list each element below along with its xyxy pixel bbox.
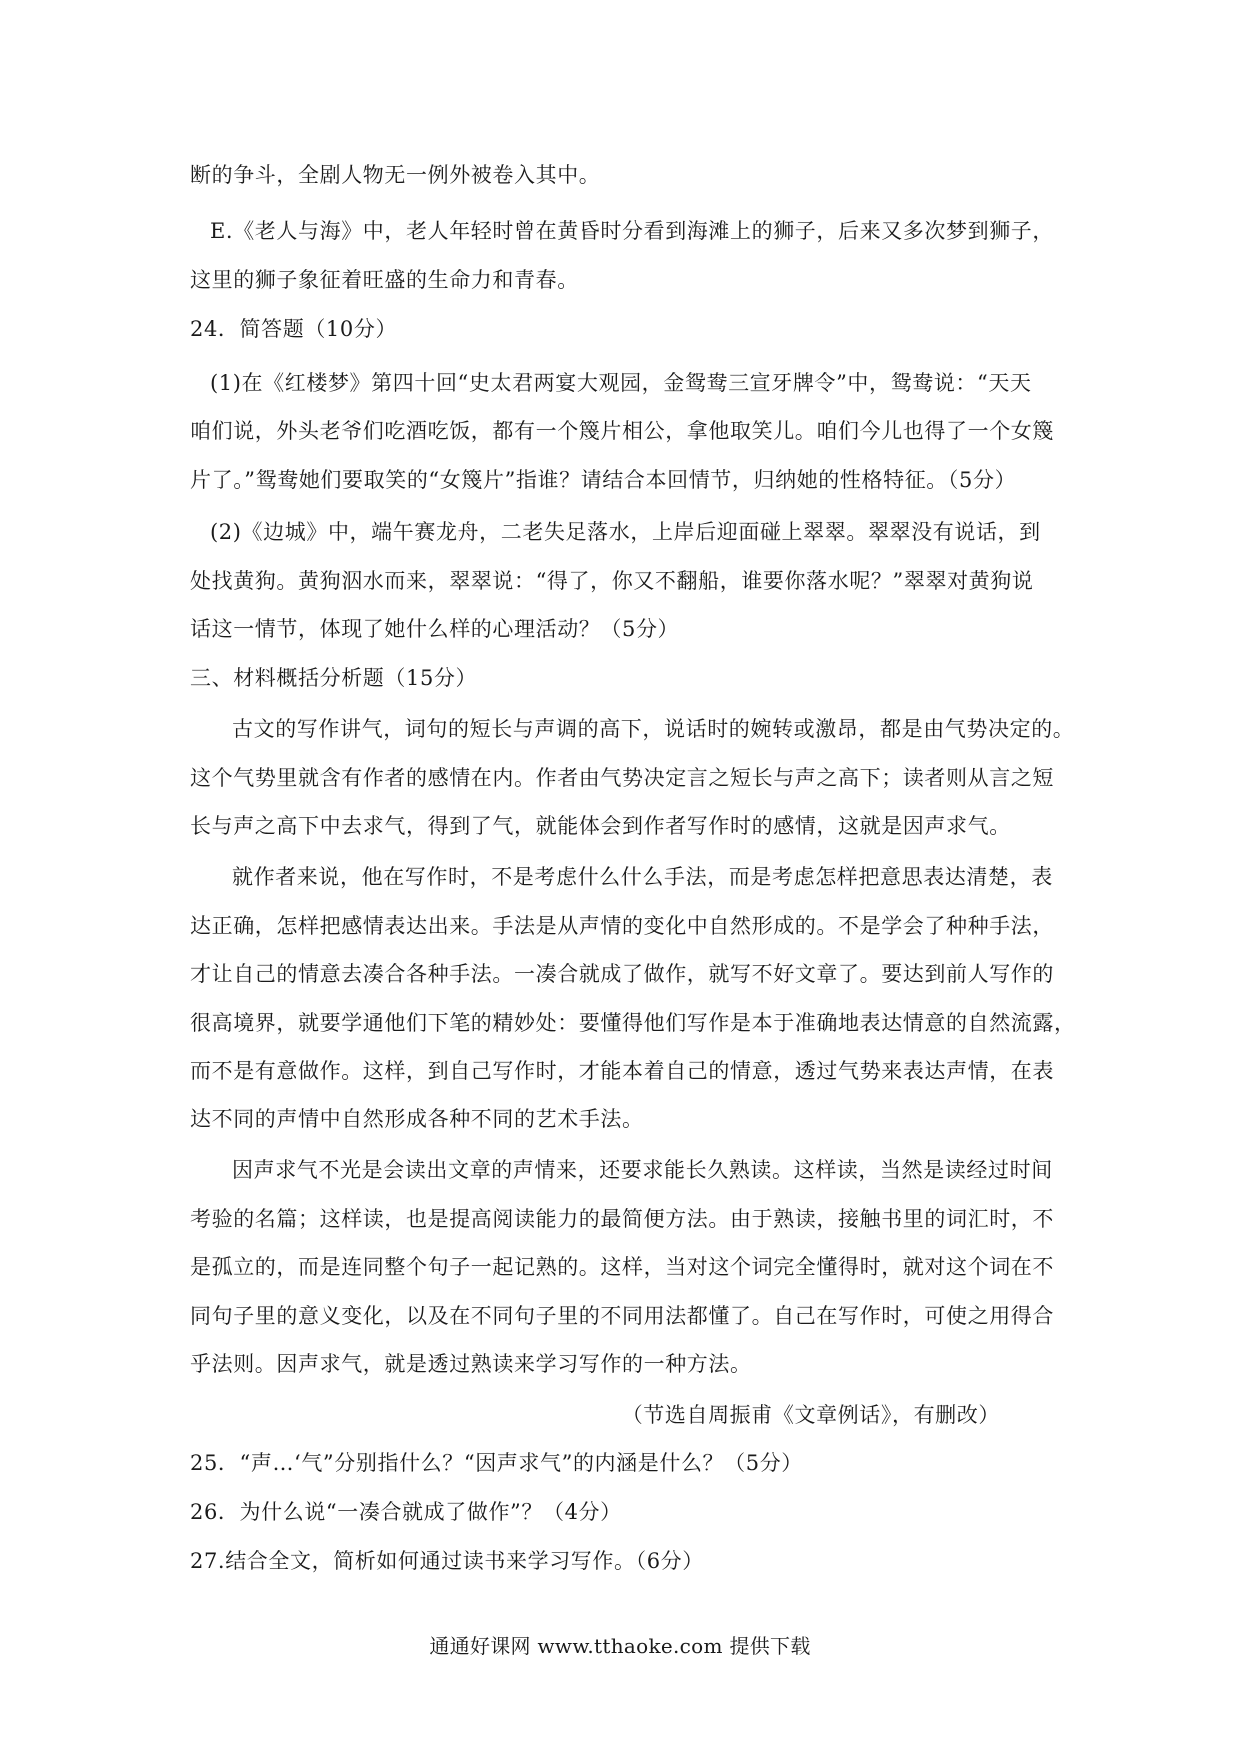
section-3-heading: 三、材料概括分析题（15分）: [190, 666, 478, 690]
question-27: 27.结合全文，简析如何通过读书来学习写作。（6分）: [190, 1549, 704, 1573]
passage-paragraph-3-line-3: 是孤立的，而是连同整个句子一起记熟的。这样，当对这个词完全懂得时，就对这个词在不: [190, 1255, 1054, 1279]
passage-paragraph-2-line-1: 就作者来说，他在写作时，不是考虑什么什么手法，而是考虑怎样把意思表达清楚，表: [232, 865, 1053, 889]
passage-paragraph-1-line-3: 长与声之高下中去求气，得到了气，就能体会到作者写作时的感情，这就是因声求气。: [190, 814, 1011, 838]
passage-paragraph-2-line-5: 而不是有意做作。这样，到自己写作时，才能本着自己的情意，透过气势来表达声情，在表: [190, 1059, 1054, 1083]
passage-paragraph-3-line-2: 考验的名篇；这样读，也是提高阅读能力的最简便方法。由于熟读，接触书里的词汇时，不: [190, 1207, 1054, 1231]
passage-paragraph-3-line-4: 同句子里的意义变化，以及在不同句子里的不同用法都懂了。自己在写作时，可使之用得合: [190, 1304, 1054, 1328]
question-24-part-1-line-1: (1)在《红楼梦》第四十回“史太君两宴大观园，金鸳鸯三宣牙牌令”中，鸳鸯说：“天天: [210, 371, 1032, 395]
passage-paragraph-1-line-1: 古文的写作讲气，词句的短长与声调的高下，说话时的婉转或激昂，都是由气势决定的。: [232, 717, 1075, 741]
passage-source-citation: （节选自周振甫《文章例话》，有删改）: [621, 1403, 1000, 1427]
passage-paragraph-2-line-3: 才让自己的情意去凑合各种手法。一凑合就成了做作，就写不好文章了。要达到前人写作的: [190, 962, 1054, 986]
option-e-line-2: 这里的狮子象征着旺盛的生命力和青春。: [190, 268, 579, 292]
passage-paragraph-3-line-5: 乎法则。因声求气，就是透过熟读来学习写作的一种方法。: [190, 1352, 752, 1376]
passage-paragraph-3-line-1: 因声求气不光是会读出文章的声情来，还要求能长久熟读。这样读，当然是读经过时间: [232, 1158, 1053, 1182]
passage-paragraph-2-line-4: 很高境界，就要学通他们下笔的精妙处：要懂得他们写作是本于准确地表达情意的自然流露，: [190, 1011, 1076, 1035]
option-e-line-1: E.《老人与海》中，老人年轻时曾在黄昏时分看到海滩上的狮子，后来又多次梦到狮子，: [210, 219, 1055, 243]
question-24-part-1-line-2: 咱们说，外头老爷们吃酒吃饭，都有一个篾片相公，拿他取笑儿。咱们今儿也得了一个女篾: [190, 419, 1054, 443]
question-24-part-1-line-3: 片了。”鸳鸯她们要取笑的“女篾片”指谁？请结合本回情节，归纳她的性格特征。（5分）: [190, 468, 1017, 492]
question-24-heading: 24．简答题（10分）: [190, 317, 398, 341]
question-24-part-2-line-1: (2)《边城》中，端午赛龙舟，二老失足落水，上岸后迎面碰上翠翠。翠翠没有说话，到: [210, 520, 1041, 544]
question-24-part-2-line-3: 话这一情节，体现了她什么样的心理活动？（5分）: [190, 617, 680, 641]
question-26: 26．为什么说“一凑合就成了做作”？（4分）: [190, 1500, 622, 1524]
passage-paragraph-1-line-2: 这个气势里就含有作者的感情在内。作者由气势决定言之短长与声之高下；读者则从言之短: [190, 766, 1054, 790]
continued-text-line: 断的争斗，全剧人物无一例外被卷入其中。: [190, 163, 601, 187]
passage-paragraph-2-line-6: 达不同的声情中自然形成各种不同的艺术手法。: [190, 1107, 644, 1131]
passage-paragraph-2-line-2: 达正确，怎样把感情表达出来。手法是从声情的变化中自然形成的。不是学会了种种手法，: [190, 914, 1054, 938]
question-25: 25．“声…‘气”分别指什么？“因声求气”的内涵是什么？（5分）: [190, 1451, 803, 1475]
page-footer: 通通好课网 www.tthaoke.com 提供下载: [429, 1634, 811, 1658]
question-24-part-2-line-2: 处找黄狗。黄狗泅水而来，翠翠说：“得了，你又不翻船，谁要你落水呢？”翠翠对黄狗说: [190, 569, 1034, 593]
